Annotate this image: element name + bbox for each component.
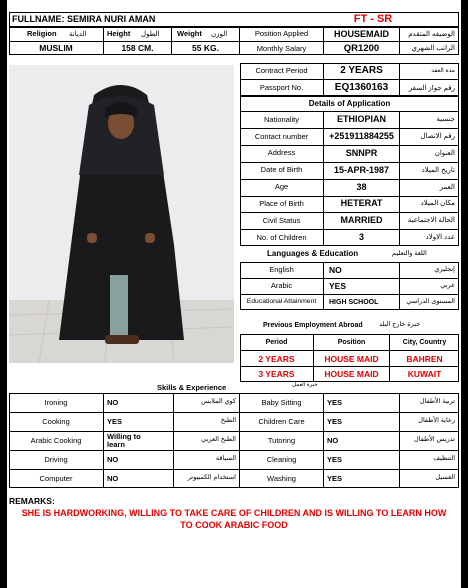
employment-position: HOUSE MAID — [324, 369, 379, 379]
skill-label: Arabic Cooking — [30, 435, 82, 445]
details-row-label: Contact number — [254, 131, 309, 141]
employment-col-country: City, Country — [402, 338, 447, 346]
religion-label: Religion — [27, 29, 57, 39]
language-row-value: HIGH SCHOOL — [329, 298, 379, 306]
position-label: Position Applied — [254, 29, 309, 39]
skill-label: Cooking — [42, 416, 70, 426]
employment-col-position: Position — [337, 338, 366, 346]
language-row-label: English — [269, 265, 294, 275]
skill-value: NO — [107, 473, 119, 483]
details-row-value: 3 — [358, 232, 364, 243]
skill-value: YES — [327, 473, 343, 483]
skill-value: Willing to learn — [107, 431, 141, 449]
employment-country: BAHREN — [406, 353, 443, 364]
details-row-label: Age — [274, 182, 289, 192]
details-row-label: No. of Children — [256, 232, 307, 242]
skill-label: Driving — [44, 454, 68, 464]
skill-ar: كوي الملابس — [201, 398, 236, 406]
passport-ar: رقم جواز السفر — [408, 84, 455, 92]
remarks-text: SHE IS HARDWORKING, WILLING TO TAKE CARE OF CHILDREN AND IS WILLING TO LEARN HOW TO COOK ARABIC FOOD — [21, 508, 447, 530]
details-row-ar: مكان الميلاد — [420, 200, 455, 208]
details-row-label: Nationality — [263, 114, 300, 124]
language-row-ar: إنجليزي — [434, 265, 455, 273]
height-label: Height — [107, 29, 131, 39]
religion-label-ar: الديانة — [69, 30, 87, 38]
skill-ar: استخدام الكمبيوتر — [187, 474, 236, 482]
details-row-label: Civil Status — [262, 216, 301, 226]
skill-label: Computer — [39, 473, 73, 483]
skill-label: Cleaning — [266, 454, 297, 464]
application-form — [7, 0, 461, 588]
employment-title-ar: خبرة خارج البلد — [379, 320, 421, 328]
skill-ar: الطبخ العربي — [201, 436, 236, 444]
skill-value: YES — [327, 454, 343, 464]
language-row-value: NO — [329, 264, 342, 275]
details-row-value: MARRIED — [340, 215, 383, 226]
skill-ar: تدريس الأطفال — [414, 436, 455, 444]
details-row-value: 15-APR-1987 — [333, 164, 390, 175]
skill-label: Tutoring — [267, 435, 296, 445]
weight-value: 55 KG. — [192, 43, 219, 54]
skill-value: YES — [327, 416, 343, 426]
employment-period: 3 YEARS — [258, 369, 295, 379]
details-row-value: ETHIOPIAN — [336, 113, 386, 124]
skill-label: Baby Sitting — [261, 397, 302, 407]
language-row-ar: عربي — [440, 281, 455, 289]
passport-value: EQ1360163 — [334, 82, 389, 93]
details-row-value: HETERAT — [340, 198, 383, 209]
language-col-divider — [323, 262, 324, 310]
fullname-label: FULLNAME: SEMIRA NURI AMAN — [12, 14, 156, 24]
employment-period: 2 YEARS — [258, 353, 295, 364]
skills-title-ar: خبرة العمل — [292, 381, 318, 388]
contract-period-ar: مدة العقد — [431, 68, 455, 74]
language-row-ar: المستوى الدراسي — [406, 297, 455, 305]
details-row-ar: تاريخ الميلاد — [421, 166, 455, 174]
contract-period-label: Contract Period — [255, 66, 308, 76]
applicant-photo — [9, 65, 234, 363]
details-row-label: Date of Birth — [260, 165, 303, 175]
position-value: HOUSEMAID — [333, 28, 389, 39]
skill-value: YES — [327, 397, 343, 407]
languages-title: Languages & Education — [267, 249, 359, 258]
language-row-label: Arabic — [270, 281, 293, 291]
skill-value: YES — [107, 416, 123, 426]
details-col-divider — [323, 111, 324, 246]
language-col-divider — [399, 262, 400, 310]
employment-col-period: Period — [265, 338, 288, 346]
details-row-ar: رقم الاتصال — [420, 132, 455, 140]
skill-label: Washing — [267, 473, 296, 483]
language-row-value: YES — [329, 280, 347, 291]
religion-value: MUSLIM — [39, 43, 73, 54]
details-row-ar: العنوان — [434, 149, 455, 157]
skill-ar: الطبخ — [220, 417, 236, 425]
details-row-ar: جنسية — [436, 115, 455, 123]
skills-col-divider — [239, 393, 240, 488]
skill-value: NO — [327, 435, 339, 445]
details-row-ar: العمر — [439, 183, 455, 191]
skills-col-divider — [103, 393, 104, 488]
skill-label: Children Care — [258, 416, 305, 426]
skill-value: NO — [107, 454, 119, 464]
salary-label-ar: الراتب الشهري — [411, 45, 455, 52]
applicant-photo-image — [9, 65, 234, 363]
skill-value: NO — [107, 397, 119, 407]
details-row-label: Place of Birth — [259, 199, 304, 209]
skills-col-divider — [173, 393, 174, 488]
details-row-value: 38 — [356, 181, 367, 192]
details-row-ar: عدد الاولاد — [425, 234, 455, 242]
details-row-label: Address — [267, 148, 296, 158]
details-row-value: +251911884255 — [329, 130, 394, 141]
fullname-value: SEMIRA NURI AMAN — [67, 14, 156, 24]
reference-code: FT - SR — [353, 13, 393, 25]
details-row-ar: الحالة الاجتماعية — [407, 217, 455, 225]
details-title: Details of Application — [308, 98, 391, 108]
skill-ar: التنظيف — [433, 455, 455, 463]
salary-label: Monthly Salary — [256, 43, 307, 53]
skill-ar: الغسيل — [435, 474, 455, 482]
details-col-divider — [399, 111, 400, 246]
skill-label: Ironing — [44, 397, 68, 407]
skills-col-divider — [399, 393, 400, 488]
weight-label: Weight — [177, 29, 202, 39]
salary-value: QR1200 — [343, 42, 380, 54]
skill-ar: السياقة — [215, 455, 236, 463]
languages-title-ar: اللغة والتعليم — [392, 249, 427, 257]
position-label-ar: الوضيفه المتقدم — [408, 30, 455, 38]
passport-label: Passport No. — [259, 83, 304, 93]
height-value: 158 CM. — [121, 43, 154, 54]
skill-ar: رعاية الأطفال — [418, 417, 455, 425]
skills-title: Skills & Experience — [157, 382, 227, 392]
skills-col-divider — [323, 393, 324, 488]
employment-position: HOUSE MAID — [324, 353, 379, 364]
contract-period-value: 2 YEARS — [340, 65, 383, 76]
height-label-ar: الطول — [141, 30, 160, 38]
language-row-label: Educational Attainment — [246, 297, 317, 305]
employment-country: KUWAIT — [407, 369, 442, 379]
employment-title: Previous Employment Abroad — [263, 321, 363, 329]
details-row-value: SNNPR — [345, 147, 378, 158]
skill-ar: تربية الأطفال — [419, 398, 455, 406]
weight-label-ar: الوزن — [211, 30, 228, 38]
remarks-label: REMARKS: — [9, 496, 55, 507]
